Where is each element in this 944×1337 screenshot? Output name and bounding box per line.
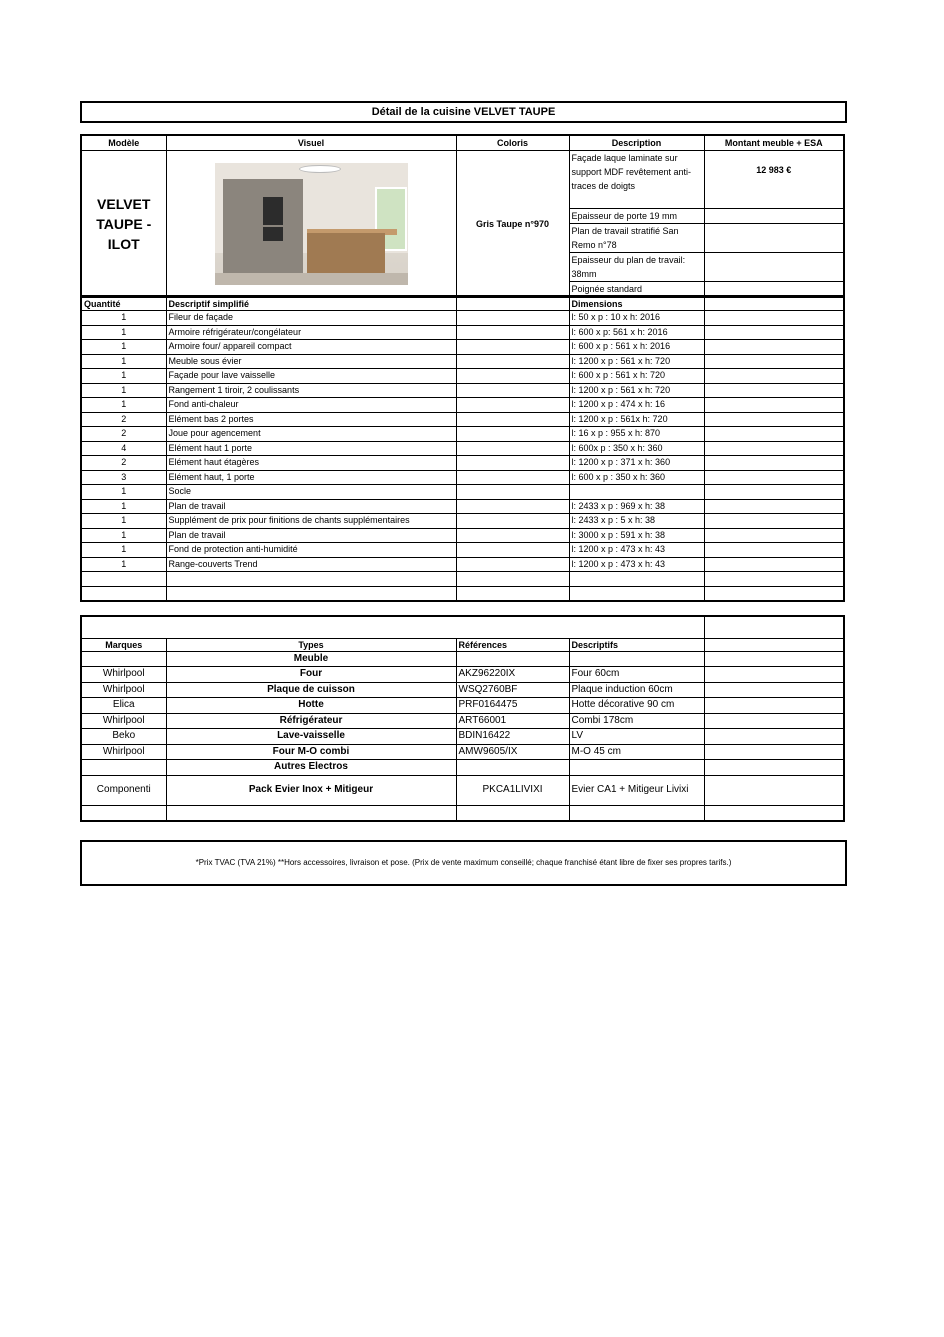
item-dimensions: l: 2433 x p : 969 x h: 38 [569, 499, 704, 514]
appliance-row [81, 729, 844, 745]
appliance-reference: AKZ96220IX [456, 667, 569, 683]
item-dimensions: l: 2433 x p : 5 x h: 38 [569, 514, 704, 529]
appliance-descriptif: M-O 45 cm [569, 744, 704, 760]
item-row [81, 470, 844, 485]
item-dimensions: l: 600 x p : 561 x h: 720 [569, 369, 704, 384]
appliance-type: Four M-O combi [166, 744, 456, 760]
item-row [81, 572, 844, 587]
item-description: Elément haut étagères [166, 456, 456, 471]
item-description: Plan de travail [166, 499, 456, 514]
appliance-row [81, 805, 844, 821]
color-value: Gris Taupe n°970 [456, 151, 569, 298]
item-row [81, 398, 844, 413]
appliance-type: Autres Electros [166, 760, 456, 776]
appliance-descriptif [569, 651, 704, 667]
description-line: Plan de travail stratifié San Remo n°78 [569, 224, 704, 253]
appliance-type: Réfrigérateur [166, 713, 456, 729]
page-title: Détail de la cuisine VELVET TAUPE [80, 101, 847, 123]
item-quantity: 1 [81, 383, 166, 398]
appliance-descriptif: Plaque induction 60cm [569, 682, 704, 698]
item-quantity: 3 [81, 470, 166, 485]
header-references: Références [456, 638, 569, 651]
item-dimensions: l: 16 x p : 955 x h: 870 [569, 427, 704, 442]
item-quantity: 1 [81, 340, 166, 355]
appliance-descriptif: Evier CA1 + Mitigeur Livixi [569, 775, 704, 805]
appliance-descriptif: LV [569, 729, 704, 745]
footnote: *Prix TVAC (TVA 21%) **Hors accessoires, livraison et pose. (Prix de vente maximum conseillé; chaque franchisé étant libre de fixer ses propres tarifs.) [80, 840, 847, 886]
item-description: Fileur de façade [166, 311, 456, 326]
item-dimensions [569, 485, 704, 500]
item-description [166, 572, 456, 587]
appliance-reference: PKCA1LIVIXI [456, 775, 569, 805]
appliance-brand: Whirlpool [81, 713, 166, 729]
item-description: Plan de travail [166, 528, 456, 543]
item-description: Armoire réfrigérateur/congélateur [166, 325, 456, 340]
item-quantity: 1 [81, 528, 166, 543]
item-row [81, 412, 844, 427]
appliance-reference: PRF0164475 [456, 698, 569, 714]
appliances-table [80, 615, 845, 822]
item-dimensions: l: 600 x p : 350 x h: 360 [569, 470, 704, 485]
item-row [81, 543, 844, 558]
appliance-reference: ART66001 [456, 713, 569, 729]
item-row [81, 456, 844, 471]
item-quantity [81, 572, 166, 587]
item-quantity: 1 [81, 514, 166, 529]
description-line: Façade laque laminate sur support MDF revêtement anti-traces de doigts [569, 151, 704, 209]
item-dimensions [569, 586, 704, 601]
item-description: Elément bas 2 portes [166, 412, 456, 427]
appliance-brand: Whirlpool [81, 744, 166, 760]
appliance-reference [456, 651, 569, 667]
item-quantity: 2 [81, 412, 166, 427]
item-description: Meuble sous évier [166, 354, 456, 369]
item-dimensions: l: 1200 x p : 561 x h: 720 [569, 383, 704, 398]
header-empty [704, 296, 844, 311]
header-quantite: Quantité [81, 296, 166, 311]
item-row [81, 311, 844, 326]
items-table [80, 295, 845, 602]
item-quantity: 1 [81, 325, 166, 340]
item-row [81, 427, 844, 442]
appliance-brand [81, 760, 166, 776]
appliance-reference: AMW9605/IX [456, 744, 569, 760]
item-description: Fond anti-chaleur [166, 398, 456, 413]
item-quantity [81, 586, 166, 601]
header-visuel: Visuel [166, 135, 456, 151]
header-descriptifs: Descriptifs [569, 638, 704, 651]
item-row [81, 441, 844, 456]
item-row [81, 383, 844, 398]
appliance-type: Plaque de cuisson [166, 682, 456, 698]
item-quantity: 1 [81, 499, 166, 514]
item-row [81, 586, 844, 601]
item-row [81, 514, 844, 529]
header-coloris: Coloris [456, 135, 569, 151]
item-quantity: 2 [81, 456, 166, 471]
appliance-row [81, 744, 844, 760]
item-description: Elément haut, 1 porte [166, 470, 456, 485]
appliance-row [81, 651, 844, 667]
appliance-brand: Componenti [81, 775, 166, 805]
header-marques: Marques [81, 638, 166, 651]
item-row [81, 340, 844, 355]
appliance-row [81, 713, 844, 729]
appliance-type: Pack Evier Inox + Mitigeur [166, 775, 456, 805]
header-types: Types [166, 638, 456, 651]
appliance-row [81, 775, 844, 805]
appliance-row [81, 698, 844, 714]
item-quantity: 1 [81, 369, 166, 384]
appliance-descriptif: Combi 178cm [569, 713, 704, 729]
appliance-brand: Whirlpool [81, 667, 166, 683]
item-dimensions: l: 1200 x p : 561 x h: 720 [569, 354, 704, 369]
appliances-header-row [81, 638, 844, 651]
item-dimensions: l: 600x p : 350 x h: 360 [569, 441, 704, 456]
appliance-type [166, 805, 456, 821]
item-quantity: 1 [81, 311, 166, 326]
item-dimensions: l: 600 x p : 561 x h: 2016 [569, 340, 704, 355]
header-empty [456, 296, 569, 311]
summary-header-row [81, 135, 844, 151]
appliance-brand: Elica [81, 698, 166, 714]
item-row [81, 354, 844, 369]
description-line: Epaisseur du plan de travail: 38mm [569, 253, 704, 282]
header-description: Description [569, 135, 704, 151]
item-dimensions: l: 600 x p: 561 x h: 2016 [569, 325, 704, 340]
item-dimensions: l: 3000 x p : 591 x h: 38 [569, 528, 704, 543]
description-line: Poignée standard [569, 282, 704, 298]
model-name: VELVET TAUPE - ILOT [81, 151, 166, 298]
item-description [166, 586, 456, 601]
appliance-row [81, 760, 844, 776]
appliance-brand: Whirlpool [81, 682, 166, 698]
kitchen-visual [166, 151, 456, 298]
kitchen-image [215, 163, 408, 285]
appliance-type: Hotte [166, 698, 456, 714]
appliance-brand [81, 805, 166, 821]
item-row [81, 499, 844, 514]
item-quantity: 2 [81, 427, 166, 442]
item-dimensions: l: 1200 x p : 474 x h: 16 [569, 398, 704, 413]
item-quantity: 1 [81, 354, 166, 369]
item-row [81, 369, 844, 384]
item-dimensions: l: 1200 x p : 561x h: 720 [569, 412, 704, 427]
item-description: Joue pour agencement [166, 427, 456, 442]
appliance-descriptif: Four 60cm [569, 667, 704, 683]
item-dimensions: l: 50 x p : 10 x h: 2016 [569, 311, 704, 326]
item-description: Socle [166, 485, 456, 500]
appliance-reference [456, 760, 569, 776]
item-quantity: 4 [81, 441, 166, 456]
items-header-row [81, 296, 844, 311]
item-row [81, 528, 844, 543]
appliance-reference: WSQ2760BF [456, 682, 569, 698]
summary-table [80, 134, 845, 298]
appliance-type: Four [166, 667, 456, 683]
item-description: Armoire four/ appareil compact [166, 340, 456, 355]
appliance-brand: Beko [81, 729, 166, 745]
item-dimensions: l: 1200 x p : 473 x h: 43 [569, 543, 704, 558]
appliance-descriptif [569, 760, 704, 776]
item-description: Rangement 1 tiroir, 2 coulissants [166, 383, 456, 398]
item-quantity: 1 [81, 485, 166, 500]
appliance-type: Meuble [166, 651, 456, 667]
item-quantity: 1 [81, 557, 166, 572]
item-dimensions: l: 1200 x p : 371 x h: 360 [569, 456, 704, 471]
header-dimensions: Dimensions [569, 296, 704, 311]
amount-value: 12 983 € [704, 151, 844, 209]
appliance-descriptif [569, 805, 704, 821]
appliance-type: Lave-vaisselle [166, 729, 456, 745]
description-line: Epaisseur de porte 19 mm [569, 209, 704, 224]
appliance-reference [456, 805, 569, 821]
item-row [81, 485, 844, 500]
header-empty [704, 638, 844, 651]
item-description: Façade pour lave vaisselle [166, 369, 456, 384]
appliance-row [81, 667, 844, 683]
item-dimensions [569, 572, 704, 587]
header-montant: Montant meuble + ESA [704, 135, 844, 151]
item-dimensions: l: 1200 x p : 473 x h: 43 [569, 557, 704, 572]
item-description: Elément haut 1 porte [166, 441, 456, 456]
item-quantity: 1 [81, 398, 166, 413]
appliance-brand [81, 651, 166, 667]
item-description: Fond de protection anti-humidité [166, 543, 456, 558]
item-row [81, 325, 844, 340]
appliance-descriptif: Hotte décorative 90 cm [569, 698, 704, 714]
appliance-reference: BDIN16422 [456, 729, 569, 745]
item-description: Range-couverts Trend [166, 557, 456, 572]
item-description: Supplément de prix pour finitions de chants supplémentaires [166, 514, 456, 529]
header-modele: Modèle [81, 135, 166, 151]
appliance-row [81, 682, 844, 698]
header-descriptif: Descriptif simplifié [166, 296, 456, 311]
item-row [81, 557, 844, 572]
item-quantity: 1 [81, 543, 166, 558]
